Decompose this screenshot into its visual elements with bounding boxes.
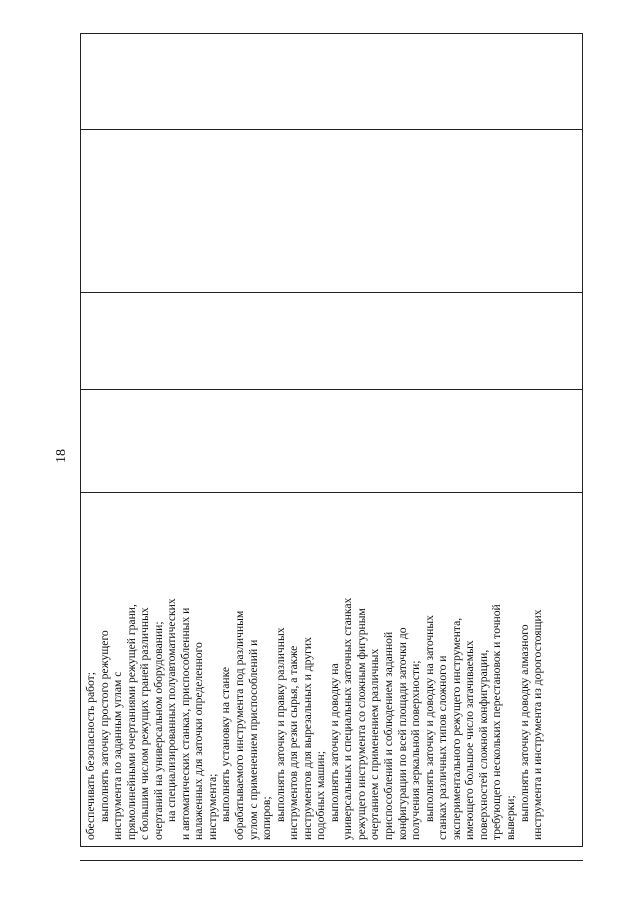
cell-line: выполнять заточку простого режущего [97,630,111,822]
cell-line: копиров; [260,796,274,840]
cell-line: получения зеркальной поверхности; [409,660,423,840]
column-divider [81,292,582,293]
cell-line: имеющего большое число затачиваемых [463,640,477,840]
cell-line: станках различных типов сложного и [436,655,450,840]
cell-line: налаженных для заточки определенного [192,642,206,840]
cell-line: и автоматических станках, приспособленных и [178,607,192,840]
skills-cell-text [81,494,582,846]
cell-line: инструмента по заданным углам с [111,671,125,840]
cell-line: выполнять заточку и доводку на заточных [422,615,436,822]
cell-line: обеспечивать безопасность работ; [84,672,97,840]
cell-line: прямолинейными очертаниями режущей грани, [124,604,138,840]
cell-line: экспериментального режущего инструмента, [449,617,463,840]
cell-line: инструмента и инструмента из дорогостоящих [531,609,545,840]
column-divider [81,389,582,390]
cell-line: подобных машин; [314,751,328,840]
cell-line: конфигурации по всей площади заточки до [395,627,409,840]
cell-line: выполнять заточку и правку различных [273,627,287,822]
cell-line: с большим числом режущих граней различных [138,607,152,840]
cell-line: инструмента; [205,773,219,840]
cell-line: очертанием с применением различных [368,648,382,840]
cell-line: инструментов для резки сырья, а также [287,645,301,840]
cell-line: режущего инструмента со сложным фигурным [354,608,368,840]
cell-line: обрабатываемого инструмента под различным [233,610,247,840]
cell-line: очертаний на универсальном оборудовании; [151,621,165,840]
cell-line: универсальных и специальных заточных станках [341,597,355,840]
cell-line: приспособлений и соблюдением заданной [382,631,396,840]
cell-line: выполнять заточку и доводку на [327,663,341,822]
cell-line: инструментов для вырезальных и других [300,637,314,840]
column-divider [81,129,582,130]
cell-line: требующего нескольких перестановок и точной [490,604,504,840]
cell-line: выполнять заточку и доводку алмазного [517,624,531,822]
cell-line: углом с применением приспособлений и [246,639,260,840]
cell-line: на специализированных полуавтоматических [165,598,179,822]
cell-line: поверхностей сложной конфигурации, [476,649,490,840]
skills-cell [80,491,583,847]
page-bottom-rule [80,860,583,861]
page-number: 18 [54,449,69,463]
cell-line: выверки; [503,795,517,840]
cell-line: выполнять установку на станке [219,666,233,822]
